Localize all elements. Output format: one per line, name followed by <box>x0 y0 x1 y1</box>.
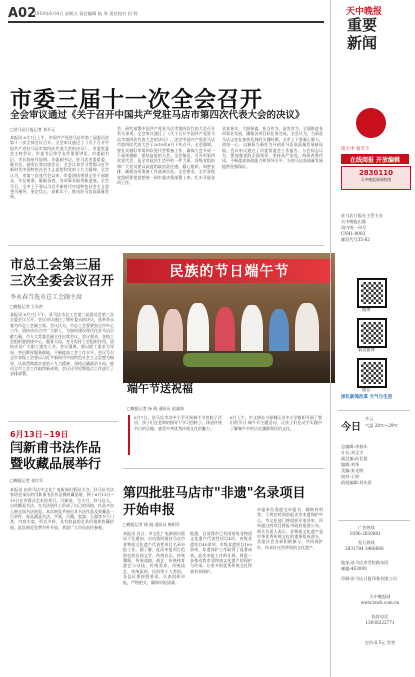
heritage-headline: 第四批驻马店市"非遗"名录项目 开始申报 <box>123 486 306 518</box>
photo-divider <box>123 468 324 469</box>
issue-meta: 2018年6月8日 星期五 责任编辑 陆 琴 责任校对 田 野 <box>34 11 138 16</box>
heritage-byline: □晚报记者 杨 晓 通讯员 韩相军 <box>123 522 180 527</box>
section-title: 重要 新闻 <box>347 16 378 52</box>
page-number: A02 <box>8 6 37 21</box>
org-info: 驻马店日报社主管主办 天中晚报出版 国内统一刊号 CN41-0083 邮发代号35-82 <box>341 213 383 242</box>
sidebar-divider <box>330 0 331 677</box>
caption-accent <box>128 415 130 455</box>
ad-sub: 天中晚报新闻热线 <box>360 177 392 182</box>
lead-subhead: 全会审议通过《关于召开中国共产党驻马店市第四次代表大会的决议》 <box>10 110 305 121</box>
photo-credit: □晚报记者 杨 晓 通讯员 赵减海 <box>127 406 184 411</box>
staff-list: 总编辑:李春年 社长:刘文学 副总编:侯长旭 编辑:刘华 美编:张光明 校对:王明 值班编辑:刘庆贺 <box>341 444 372 485</box>
calligraphy-body: 本报讯 由驻马店市文化广电新闻出版局主办，驻马店书法家协会承办的闫新甫书法作品暨收藏品展，将于6月13日~19日在市群众艺术馆举行。闫新甫，号古月，驻马店人，自幼酷爱书法，在书法创作上形成了自己的风格，作品多次入展全国书法展览。本次展览共展出其书法作品及收藏品一百余件，展品涵盖书法、字画、古籍、瓷器、玉器等多个门类，内容丰富，形式多样，具有较高的艺术价值和收藏价值。此次展览免费对外开放，欢迎广大市民前往参观。 <box>10 487 114 530</box>
union-byline: □晚报记者 王东洪 <box>10 304 44 309</box>
weather-temp: 气温 28℃~29℃ <box>365 423 399 428</box>
calligraphy-byline: □晚报记者 张红军 <box>10 478 44 483</box>
dist-label: 发行热线 <box>358 540 375 545</box>
heritage-col-1: 本报讯 近日，市文化广电新闻出版局下发通知，启动第四批驻马店市非物质文化遗产代表性项目名录申报工作。据了解，此次申报项目范围包括民间文学、传统音乐、传统舞蹈、传统戏剧、曲艺、传统体育游艺与杂技、传统美术、传统技艺、传统医药、民俗等十大类别。各县区要按照要求，认真组织申报，严格把关，确保申报质量。 <box>123 531 185 585</box>
qr-code-weibo <box>357 278 387 308</box>
weather-day: 今日 <box>341 422 361 433</box>
festival-banner: 民族的节日端午节 <box>127 259 332 283</box>
ad-hotline-label: 广告热线 <box>358 525 375 530</box>
lead-col-3: 求真务实、大胆探索，担当作为、奋发有为，全面推进各项事业发展，确保各项目标任务完成。全会认为，当前驻马店正处在加快发展的关键时期，全市上下要凝心聚力、团结一心，以新担当新作为开创驻马店高质量发展新局面。会议审议通过了市委常委会工作报告。与会同志认为，要加强党的全面领导，坚持从严治党，持续改善作风，不断提高执政能力和领导水平，为驻马店高质量发展提供坚强保证。 <box>222 126 323 169</box>
union-body: 本报讯 6月7日下午，驻马店市总工会第三届委员会第三次全委会议召开。会议审议通过了增补委员的决议，选举李永春为市总工会副主席。会议认为，市总工会要紧扣全市中心工作，团结动员全市广大职工，为加快建设现代化驻马店贡献力量。市人大常委会副主任出席会议。会议要求，各级工会组织要围绕中心、服务大局，充分发挥工会组织作用，团结动员广大职工建功立业。会议强调，要以职工需求为导向，突出维权服务职能，不断提高工会工作水平。会议号召全市各级工会要以习近平新时代中国特色社会主义思想为指导，认真贯彻落实党的十九大精神，坚持正确政治方向，推动全市工会工作取得新成效。会议还对近期重点工作进行了安排部署。 <box>10 312 114 377</box>
photo-caption-title: 端午节送祝福 <box>127 382 193 395</box>
section-divider <box>8 245 324 246</box>
qr1-label: 微博 <box>362 307 371 312</box>
weather-divider <box>338 410 410 411</box>
dist-num: 2831784 3466666 <box>345 546 384 551</box>
ad-box <box>341 166 411 190</box>
printer: 印刷:驻马店日报印务有限公司 <box>341 576 397 581</box>
union-headline: 市总工会第三届 三次全委会议召开 <box>10 258 115 289</box>
calligraphy-headline: 闫新甫书法作品 暨收藏品展举行 <box>10 441 102 472</box>
complaint-line: 投诉电话 13938322771 <box>365 614 395 625</box>
qr2-label: 新浪微博 <box>358 347 375 352</box>
qr-code-sina <box>357 318 387 348</box>
photo-caption-2: 6月上午，市文明办与驿城区各中小学组织开展了我们的节日·端午节主题活动，让孩子们在动手实践中了解端午节的历史渊源和民俗文化。 <box>230 415 322 431</box>
lead-col-1: 本报讯 6月7日上午，中国共产党驻马店市第三届委员会第十一次全体会议召开。全会审议通过了《关于召开中国共产党驻马店市第四次代表大会的决议》。市委常委会主持会议，市委书记余学友作重要讲话，市委副书记、市长陈星作说明。市委副书记、驻马店市委常委、秘书长、副市长等出席会议。全会认真学习贯彻习近平新时代中国特色社会主义思想和党的十九大精神，全会认为，市第三次党代会以来，市委团结带领全市干部群众，牢记使命，砥砺奋进，各项事业取得新进展。全会号召，全市上下要以习近平新时代中国特色社会主义思想为指导，坚定信心，真抓实干，推动驻马店高质量发展。 <box>10 135 109 200</box>
lead-headline: 市委三届十一次全会召开 <box>10 88 264 113</box>
calligraphy-date: 6月13日~19日 <box>10 430 69 439</box>
heritage-col-2: 据悉，目前我市已有国家级非物质文化遗产代表性项目4项，省级非遗项目40余项，市级非遗项目100余项，非遗保护工作取得了显著成效。此次申报工作的开展，将进一步推动我市非物质文化遗产的保护与传承，让更多的优秀传统文化得到有效保护。 <box>190 531 252 574</box>
ad-hotline-num: 0396-2830081 <box>350 531 381 536</box>
brand-logo: 天中晚报 <box>346 7 383 17</box>
contact-divider <box>338 520 410 521</box>
union-subhead: 李永春当选市总工会副主席 <box>10 294 83 301</box>
lead-byline: □驻马店日报记者 刘开元 <box>10 127 56 132</box>
weather-cond: 多云 <box>365 416 374 421</box>
qr-code-wechat <box>357 358 387 388</box>
brand-emblem <box>356 108 386 138</box>
ad-phone: 2830110 <box>358 169 394 177</box>
website: 天中晚报网 www.tzwb.com.cn <box>360 594 400 605</box>
heritage-col-3: 申报单位需提交申报书、辅助材料等，于规定时间前报送市非遗保护中心。市文化部门将组织专家评审，评审通过的项目将报市政府批准公布。相关负责人表示，非物质文化遗产是中华优秀传统文化的重要组成部分，希望社会各界积极参与，共同保护好、传承好这些珍贵的文化遗产。 <box>257 507 323 550</box>
ad-banner: 在线阅报 开放编辑 <box>341 154 409 164</box>
price: 定价:0.5元 零售 <box>364 640 396 645</box>
lead-col-2: 会，研究部署中国共产党驻马店市第四次代表大会召开有关事项。全会审议通过了《关于召开中国共产党驻马店市第四次代表大会的决议》，决定中国共产党驻马店市第四次代表大会于2018年6月下旬召开。全会强调，要扎实做好市第四次党代会筹备工作，确保大会开成一个高举旗帜、团结奋进的大会。全会指出，召开市第四次党代会，是全市政治生活中的一件大事，各级党组织和广大党员要以高度的政治责任感，精心组织，周密安排，确保各项筹备工作落到实处。全会要求，全市各级党组织要把思想统一到市委决策部署上来，扎实开展各项工作。 <box>117 126 215 186</box>
readonline-label: 读天中 看天下 <box>341 147 370 152</box>
address: 地址:驻马店市雪松路东段 邮编:463000 <box>341 560 389 571</box>
top-rule <box>8 21 324 23</box>
slogan: 深化新闻改革 天气与生活 <box>341 395 393 400</box>
union-divider <box>8 421 118 422</box>
photo-caption-1: 6月7日，驻马店市各中小学开展端午节包粽子活动，孩子们在老师的指导下学习包粽子，体验传统节日的乐趣，感受中华优秀传统文化的魅力。 <box>134 415 222 431</box>
qr3-label: 微信 <box>362 387 371 392</box>
